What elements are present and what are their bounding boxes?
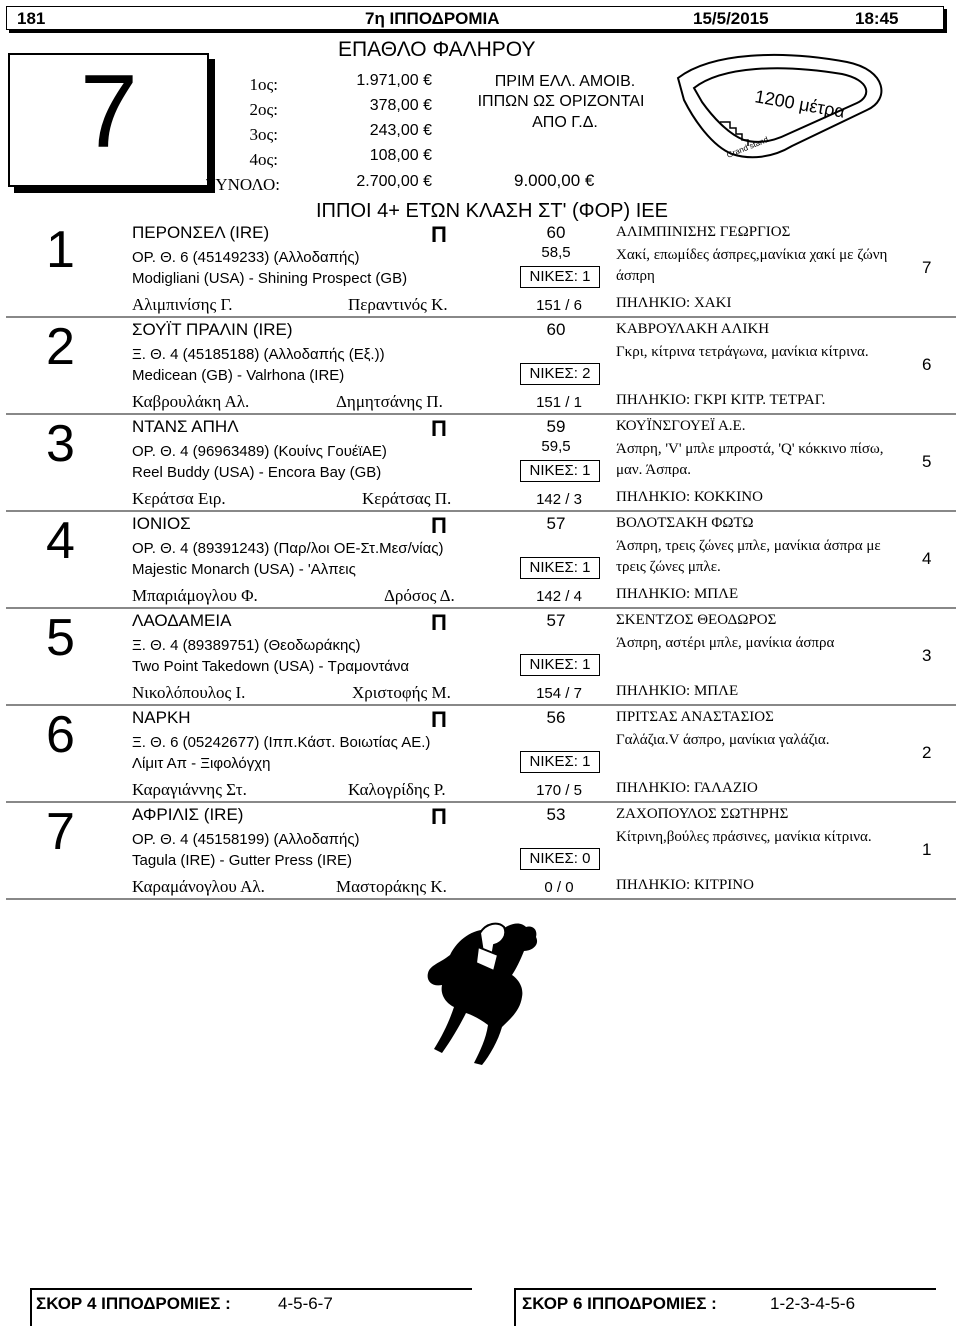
horse-details: ΟΡ. Θ. 6 (45149233) (Αλλοδαπής) [132, 249, 360, 266]
jockey-name: Αλιμπινίσης Γ. [132, 295, 233, 314]
prize-label: 1ος: [249, 75, 278, 94]
runner-row [6, 513, 956, 609]
stall-number: 1 [922, 840, 932, 859]
trainer-name: Δρόσος Δ. [384, 586, 455, 605]
race-number-box [8, 53, 209, 187]
runner-number: 7 [46, 803, 75, 861]
score4-value: 4-5-6-7 [278, 1294, 333, 1313]
flag-icon: Π [431, 804, 447, 829]
silks-description: Άσπρη, αστέρι μπλε, μανίκια άσπρα [616, 635, 835, 651]
race-title: ΕΠΑΘΛΟ ΦΑΛΗΡΟΥ [338, 38, 536, 61]
stall-number: 5 [922, 452, 932, 471]
runner-number: 3 [46, 415, 75, 473]
weight: 60 [546, 223, 566, 242]
row-divider [6, 413, 956, 415]
stall-number: 7 [922, 258, 932, 277]
weight-adjusted: 59,5 [541, 438, 571, 455]
prize-total-value: 2.700,00 € [356, 173, 432, 190]
trainer-name: Καλογρίδης Ρ. [348, 780, 446, 799]
trainer-name: Δημητσάνης Π. [336, 392, 443, 411]
wins-box: ΝΙΚΕΣ: 0 [520, 848, 600, 870]
pedigree: Λίμιτ Απ - Ξιφολόγχη [132, 755, 271, 772]
stall-number: 4 [922, 549, 932, 568]
cap-color: ΠΗΛΗΚΙΟ: ΜΠΛΕ [616, 683, 739, 699]
premium-value: 9.000,00 € [514, 171, 595, 190]
weight: 57 [546, 514, 566, 533]
jockey-name: Νικολόπουλος Ι. [132, 683, 246, 702]
pedigree: Two Point Takedown (USA) - Τραμοντάνα [132, 658, 410, 675]
prize-total-label: ΣΥΝΟΛΟ: [205, 175, 280, 194]
row-divider [6, 510, 956, 512]
cap-color: ΠΗΛΗΚΙΟ: ΜΠΛΕ [616, 586, 739, 602]
horse-rider-icon [420, 915, 560, 1075]
prize-value: 1.971,00 € [356, 72, 432, 89]
owner-name: ΠΡΙΤΣΑΣ ΑΝΑΣΤΑΣΙΟΣ [616, 709, 774, 725]
flag-icon: Π [431, 513, 447, 538]
runner-number: 1 [46, 221, 75, 279]
runner-row [6, 222, 956, 318]
pedigree: Medicean (GB) - Valrhona (IRE) [132, 367, 345, 384]
runner-number: 5 [46, 609, 75, 667]
weight: 56 [546, 708, 566, 727]
silks-description: Άσπρη, τρεις ζώνες μπλε, μανίκια άσπρα με τρεις ζώνες μπλε. [616, 538, 881, 575]
runner-number: 6 [46, 706, 75, 764]
row-divider [6, 704, 956, 706]
page-number: 181 [17, 9, 46, 28]
trainer-name: Χριστοφής Μ. [352, 683, 451, 702]
race-class: ΙΠΠΟΙ 4+ ΕΤΩΝ ΚΛΑΣΗ ΣΤ' (ΦΟΡ) ΙΕΕ [316, 200, 668, 222]
race-time: 18:45 [855, 9, 899, 28]
horse-details: Ξ. Θ. 4 (89389751) (Θεοδωράκης) [132, 637, 361, 654]
silks-description: Γκρι, κίτρινα τετράγωνα, μανίκια κίτρινα. [616, 344, 869, 360]
weight: 53 [546, 805, 566, 824]
horse-details: Ξ. Θ. 6 (05242677) (Ιππ.Κάστ. Βοιωτίας ΑΕ.) [132, 734, 431, 751]
horse-name: ΝΑΡΚΗ [132, 708, 191, 727]
stall-number: 2 [922, 743, 932, 762]
row-divider [6, 898, 956, 900]
flag-icon: Π [431, 222, 447, 247]
premium-line-3: ΑΠΟ Γ.Δ. [532, 114, 598, 131]
runner-row [6, 804, 956, 900]
horse-details: ΟΡ. Θ. 4 (45158199) (Αλλοδαπής) [132, 831, 360, 848]
pedigree: Modigliani (USA) - Shining Prospect (GB) [132, 270, 408, 287]
wins-box: ΝΙΚΕΣ: 2 [520, 363, 600, 385]
race-date: 15/5/2015 [693, 9, 769, 28]
score4-label: ΣΚΟΡ 4 ΙΠΠΟΔΡΟΜΙΕΣ : [36, 1294, 231, 1313]
wins-box: ΝΙΚΕΣ: 1 [520, 460, 600, 482]
pedigree: Tagula (IRE) - Gutter Press (IRE) [132, 852, 353, 869]
silks-description: Κίτρινη,βούλες πράσινες, μανίκια κίτρινα. [616, 829, 872, 845]
horse-details: Ξ. Θ. 4 (45185188) (Αλλοδαπής (Εξ.)) [132, 346, 385, 363]
prize-label: 4ος: [249, 150, 278, 169]
owner-name: ΖΑΧΟΠΟΥΛΟΣ ΣΩΤΗΡΗΣ [616, 806, 789, 822]
wins-box: ΝΙΚΕΣ: 1 [520, 751, 600, 773]
horse-name: ΣΟΥΪΤ ΠΡΑΛΙΝ (IRE) [132, 320, 293, 339]
prize-value: 378,00 € [369, 97, 432, 114]
footer [30, 1288, 936, 1324]
premium-line-1: ΠΡΙΜ ΕΛΛ. ΑΜΟΙΒ. [494, 73, 636, 90]
form: 142 / 4 [536, 588, 582, 605]
runner-row [6, 319, 956, 415]
cap-color: ΠΗΛΗΚΙΟ: ΓΑΛΑΖΙΟ [616, 780, 758, 796]
runner-row [6, 610, 956, 706]
runner-row [6, 416, 956, 512]
flag-icon: Π [431, 707, 447, 732]
prize-label: 3ος: [249, 125, 278, 144]
stall-number: 6 [922, 355, 932, 374]
jockey-name: Μπαριάμογλου Φ. [132, 586, 258, 605]
row-divider [6, 607, 956, 609]
form: 154 / 7 [536, 685, 582, 702]
flag-icon: Π [431, 416, 447, 441]
prize-value: 108,00 € [369, 147, 432, 164]
weight-adjusted: 58,5 [541, 244, 571, 261]
form: 170 / 5 [536, 782, 582, 799]
form: 151 / 6 [536, 297, 582, 314]
jockey-name: Καραμάνογλου Αλ. [132, 877, 265, 896]
owner-name: ΚΟΥΪΝΣΓΟΥΕΪ Α.Ε. [616, 418, 746, 434]
pedigree: Majestic Monarch (USA) - 'Αλπεις [132, 561, 356, 578]
stall-number: 3 [922, 646, 932, 665]
track-diagram [672, 50, 892, 168]
jockey-name: Καραγιάννης Στ. [132, 780, 247, 799]
wins-box: ΝΙΚΕΣ: 1 [520, 654, 600, 676]
jockey-name: Καβρουλάκη Αλ. [132, 392, 250, 411]
weight: 57 [546, 611, 566, 630]
cap-color: ΠΗΛΗΚΙΟ: ΓΚΡΙ ΚΙΤΡ. ΤΕΤΡΑΓ. [616, 392, 826, 408]
horse-name: ΠΕΡΟΝΣΕΛ (IRE) [132, 223, 270, 242]
trainer-name: Περαντινός Κ. [348, 295, 448, 314]
prize-value: 243,00 € [369, 122, 432, 139]
row-divider [6, 316, 956, 318]
silks-description: Γαλάζια.V άσπρο, μανίκια γαλάζια. [616, 732, 830, 748]
header-bar [6, 6, 944, 30]
score6-label: ΣΚΟΡ 6 ΙΠΠΟΔΡΟΜΙΕΣ : [522, 1294, 717, 1313]
premium-line-2: ΙΠΠΩΝ ΩΣ ΟΡΙΖΟΝΤΑΙ [477, 93, 645, 110]
pedigree: Reel Buddy (USA) - Encora Bay (GB) [132, 464, 382, 481]
owner-name: ΒΟΛΟΤΣΑΚΗ ΦΩΤΩ [616, 515, 754, 531]
race-number: 7 [80, 54, 138, 170]
flag-icon: Π [431, 610, 447, 635]
cap-color: ΠΗΛΗΚΙΟ: ΧΑΚΙ [616, 295, 732, 311]
weight: 59 [546, 417, 566, 436]
row-divider [6, 801, 956, 803]
horse-name: ΝΤΑΝΣ ΑΠΗΛ [132, 417, 239, 436]
score6-value: 1-2-3-4-5-6 [770, 1294, 856, 1313]
owner-name: ΚΑΒΡΟΥΛΑΚΗ ΑΛΙΚΗ [616, 321, 770, 337]
owner-name: ΣΚΕΝΤΖΟΣ ΘΕΟΔΩΡΟΣ [616, 612, 777, 628]
trainer-name: Κεράτσας Π. [362, 489, 452, 508]
cap-color: ΠΗΛΗΚΙΟ: ΚΙΤΡΙΝΟ [616, 877, 754, 893]
grandstand-label: Grand stand [725, 135, 770, 160]
trainer-name: Μαστοράκης Κ. [336, 877, 447, 896]
horse-name: ΑΦΡΙΛΙΣ (IRE) [132, 805, 244, 824]
owner-name: ΑΛΙΜΠΙΝΙΣΗΣ ΓΕΩΡΓΙΟΣ [616, 224, 791, 240]
distance-label: 1200 μέτρα [753, 86, 847, 122]
horse-name: ΙΟΝΙΟΣ [132, 514, 191, 533]
horse-name: ΛΑΟΔΑΜΕΙΑ [132, 611, 232, 630]
form: 142 / 3 [536, 491, 582, 508]
form: 0 / 0 [544, 879, 574, 896]
jockey-name: Κεράτσα Ειρ. [132, 489, 226, 508]
race-label: 7η ΙΠΠΟΔΡΟΜΙΑ [365, 9, 500, 28]
cap-color: ΠΗΛΗΚΙΟ: ΚΟΚΚΙΝΟ [616, 489, 763, 505]
weight: 60 [546, 320, 566, 339]
horse-details: ΟΡ. Θ. 4 (96963489) (Κουίνς ΓουέϊΑΕ) [132, 443, 387, 460]
form: 151 / 1 [536, 394, 582, 411]
prize-label: 2ος: [249, 100, 278, 119]
wins-box: ΝΙΚΕΣ: 1 [520, 266, 600, 288]
silks-description: Χακί, επωμίδες άσπρες,μανίκια χακί με ζώνη άσπρη [616, 247, 888, 284]
runner-row [6, 707, 956, 803]
wins-box: ΝΙΚΕΣ: 1 [520, 557, 600, 579]
silks-description: Άσπρη, 'V' μπλε μπροστά, 'Q' κόκκινο πίσω, μαν. Άσπρα. [616, 441, 884, 478]
runner-number: 2 [46, 318, 75, 376]
runner-number: 4 [46, 512, 75, 570]
horse-details: ΟΡ. Θ. 4 (89391243) (Παρ/λοι ΟΕ-Στ.Μεσ/νίας) [132, 540, 444, 557]
